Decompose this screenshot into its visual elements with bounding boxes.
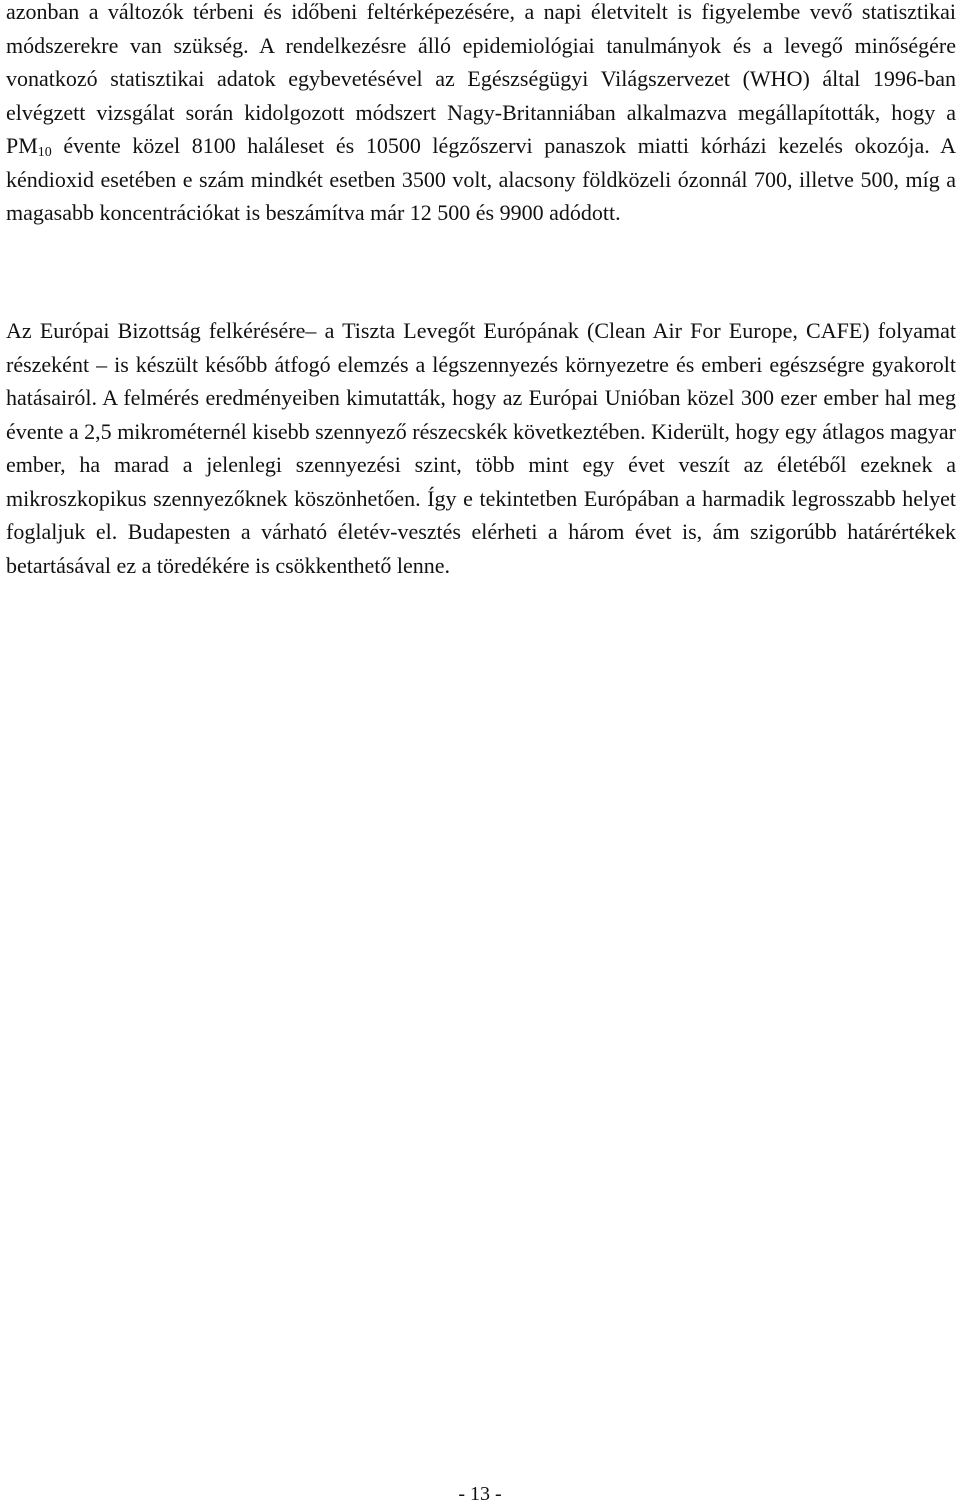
page-number: - 13 - (458, 1483, 502, 1505)
body-paragraph-1 (6, 0, 956, 230)
paragraph-1-text-end: évente közel 8100 haláleset és 10500 légzőszervi panaszok miatti kórházi kezelés okozója. A kéndioxid esetében e szám mindkét esetben 3500 volt, alacsony földközeli ózonnál 700, illetve 500, míg a magasabb koncentrációkat is beszámítva már 12 500 és 9900 adódott. (6, 133, 956, 225)
paragraph-1-text-start: azonban a változók térbeni és időbeni feltérképezésére, a napi életvitelt is figyelembe vevő statisztikai módszerekre van szükség. A rendelkezésre álló epidemiológiai tanulmányok és a levegő minőségére vonatkozó statisztikai adatok egybevetésével az Egészségügyi Világszervezet (WHO) által 1996-ban elvégzett vizsgálat során kidolgozott módszert Nagy-Britanniában alkalmazva megállapították, hogy a PM (6, 0, 956, 158)
body-paragraph-2: Az Európai Bizottság felkérésére– a Tiszta Levegőt Európának (Clean Air For Europe, CAFE) folyamat részeként – is készült később átfogó elemzés a légszennyezés környezetre és emberi egészségre gyakorolt hatásairól. A felmérés eredményeiben kimutatták, hogy az Európai Unióban közel 300 ezer ember hal meg évente a 2,5 mikrométernél kisebb szennyező részecskék következtében. Kiderült, hogy egy átlagos magyar ember, ha marad a jelenlegi szennyezési szint, több mint egy évet veszít az életéből ezeknek a mikroszkopikus szennyezőknek köszönhetően. Így e tekintetben Európában a harmadik legrosszabb helyet foglaljuk el. Budapesten a várható életév-vesztés elérheti a három évet is, ám szigorúbb határértékek betartásával ez a töredékére is csökkenthető lenne. (6, 318, 956, 578)
pm-subscript: 10 (37, 145, 52, 160)
